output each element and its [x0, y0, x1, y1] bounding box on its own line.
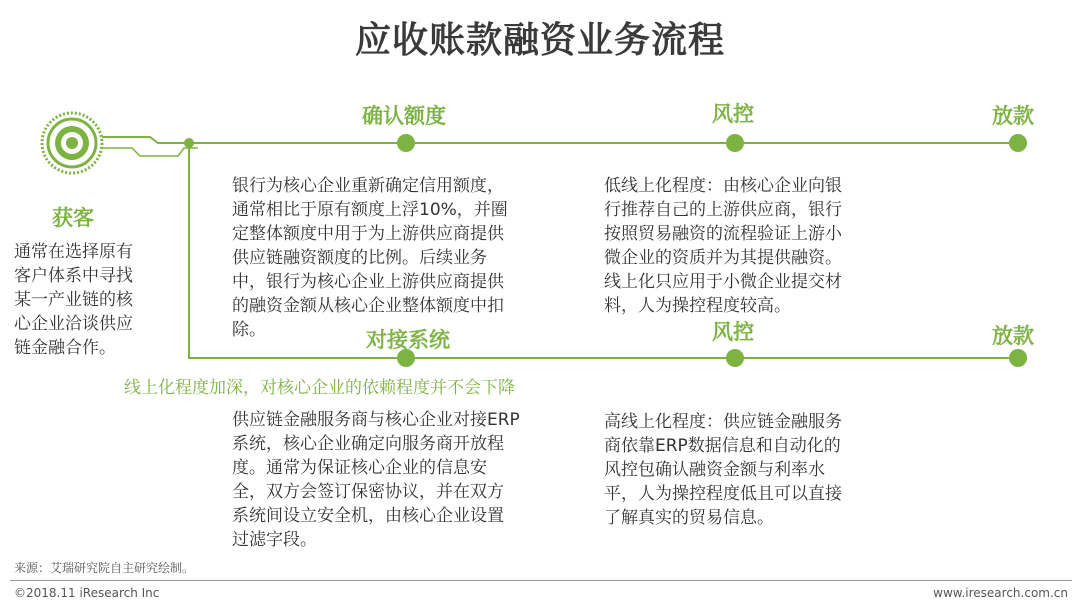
text-line: 过滤字段。: [232, 530, 317, 550]
text-line: 银行为核心企业重新确定信用额度，: [232, 176, 504, 196]
risk-control-upper-description: [604, 174, 904, 318]
stage-loan-upper-label: 放款: [992, 104, 1034, 128]
confirm-limit-description: [232, 174, 562, 342]
upper-flow-line: [102, 137, 1018, 143]
copyright: ©2018.11 iResearch Inc: [14, 586, 160, 600]
text-line: 微企业的资质并为其提供融资。: [604, 248, 842, 268]
text-line: 供应链金融服务商与核心企业对接ERP: [232, 410, 520, 430]
stage-risk-control-upper-label: 风控: [712, 102, 754, 126]
source-note: 来源：艾瑞研究院自主研究绘制。: [14, 561, 195, 575]
text-line: 系统，核心企业确定向服务商开放程: [232, 434, 504, 454]
text-line: 心企业洽谈供应: [14, 314, 133, 334]
stage-acquire-label: 获客: [52, 206, 94, 230]
text-line: 高线上化程度：供应链金融服务: [604, 412, 842, 432]
text-line: 了解真实的贸易信息。: [604, 508, 774, 528]
text-line: 风控包确认融资金额与利率水: [604, 460, 825, 480]
node-risk-control-lower: [726, 349, 744, 367]
circuit-line: [102, 148, 198, 156]
text-line: 中，银行为核心企业上游供应商提供: [232, 272, 504, 292]
text-line: 客户体系中寻找: [14, 266, 133, 286]
stage-confirm-limit-label: 确认额度: [362, 104, 446, 128]
text-line: 行推荐自己的上游供应商，银行: [604, 200, 842, 220]
text-line: 某一产业链的核: [14, 290, 133, 310]
text-line: 系统间设立安全机，由核心企业设置: [232, 506, 504, 526]
text-line: 平，人为操控程度低且可以直接: [604, 484, 842, 504]
text-line: 全，双方会签订保密协议，并在双方: [232, 482, 504, 502]
text-line: 链金融合作。: [14, 338, 116, 358]
website-link[interactable]: www.iresearch.com.cn: [933, 586, 1068, 600]
page-title: 应收账款融资业务流程: [354, 20, 725, 61]
footer-divider: [10, 580, 1072, 581]
text-line: 通常在选择原有: [14, 242, 133, 262]
text-line: 按照贸易融资的流程验证上游小: [604, 224, 842, 244]
text-line: 低线上化程度：由核心企业向银: [604, 176, 842, 196]
node-confirm-limit: [397, 134, 415, 152]
text-line: 料，人为操控程度较高。: [604, 296, 791, 316]
text-line: 度。通常为保证核心企业的信息安: [232, 458, 487, 478]
text-line: 除。: [232, 320, 266, 340]
text-line: 商依靠ERP数据信息和自动化的: [604, 436, 841, 456]
node-loan-upper: [1009, 134, 1027, 152]
connect-system-description: [232, 408, 562, 552]
lower-path-caption: 线上化程度加深，对核心企业的依赖程度并不会下降: [124, 378, 515, 398]
text-line: 定整体额度中用于为上游供应商提供: [232, 224, 504, 244]
text-line: 供应链融资额度的比例。后续业务: [232, 248, 487, 268]
stage-risk-control-lower-label: 风控: [712, 320, 754, 344]
target-icon: [42, 113, 102, 173]
stage-loan-lower-label: 放款: [992, 324, 1034, 348]
text-line: 线上化只应用于小微企业提交材: [604, 272, 842, 292]
text-line: 通常相比于原有额度上浮10%，并圈: [232, 200, 508, 220]
acquire-description: [14, 240, 184, 360]
risk-control-lower-description: [604, 410, 904, 530]
text-line: 的融资金额从核心企业整体额度中扣: [232, 296, 504, 316]
branch-node: [184, 138, 194, 148]
node-risk-control-upper: [726, 134, 744, 152]
node-loan-lower: [1009, 349, 1027, 367]
stage-connect-system-label: 对接系统: [366, 328, 450, 352]
